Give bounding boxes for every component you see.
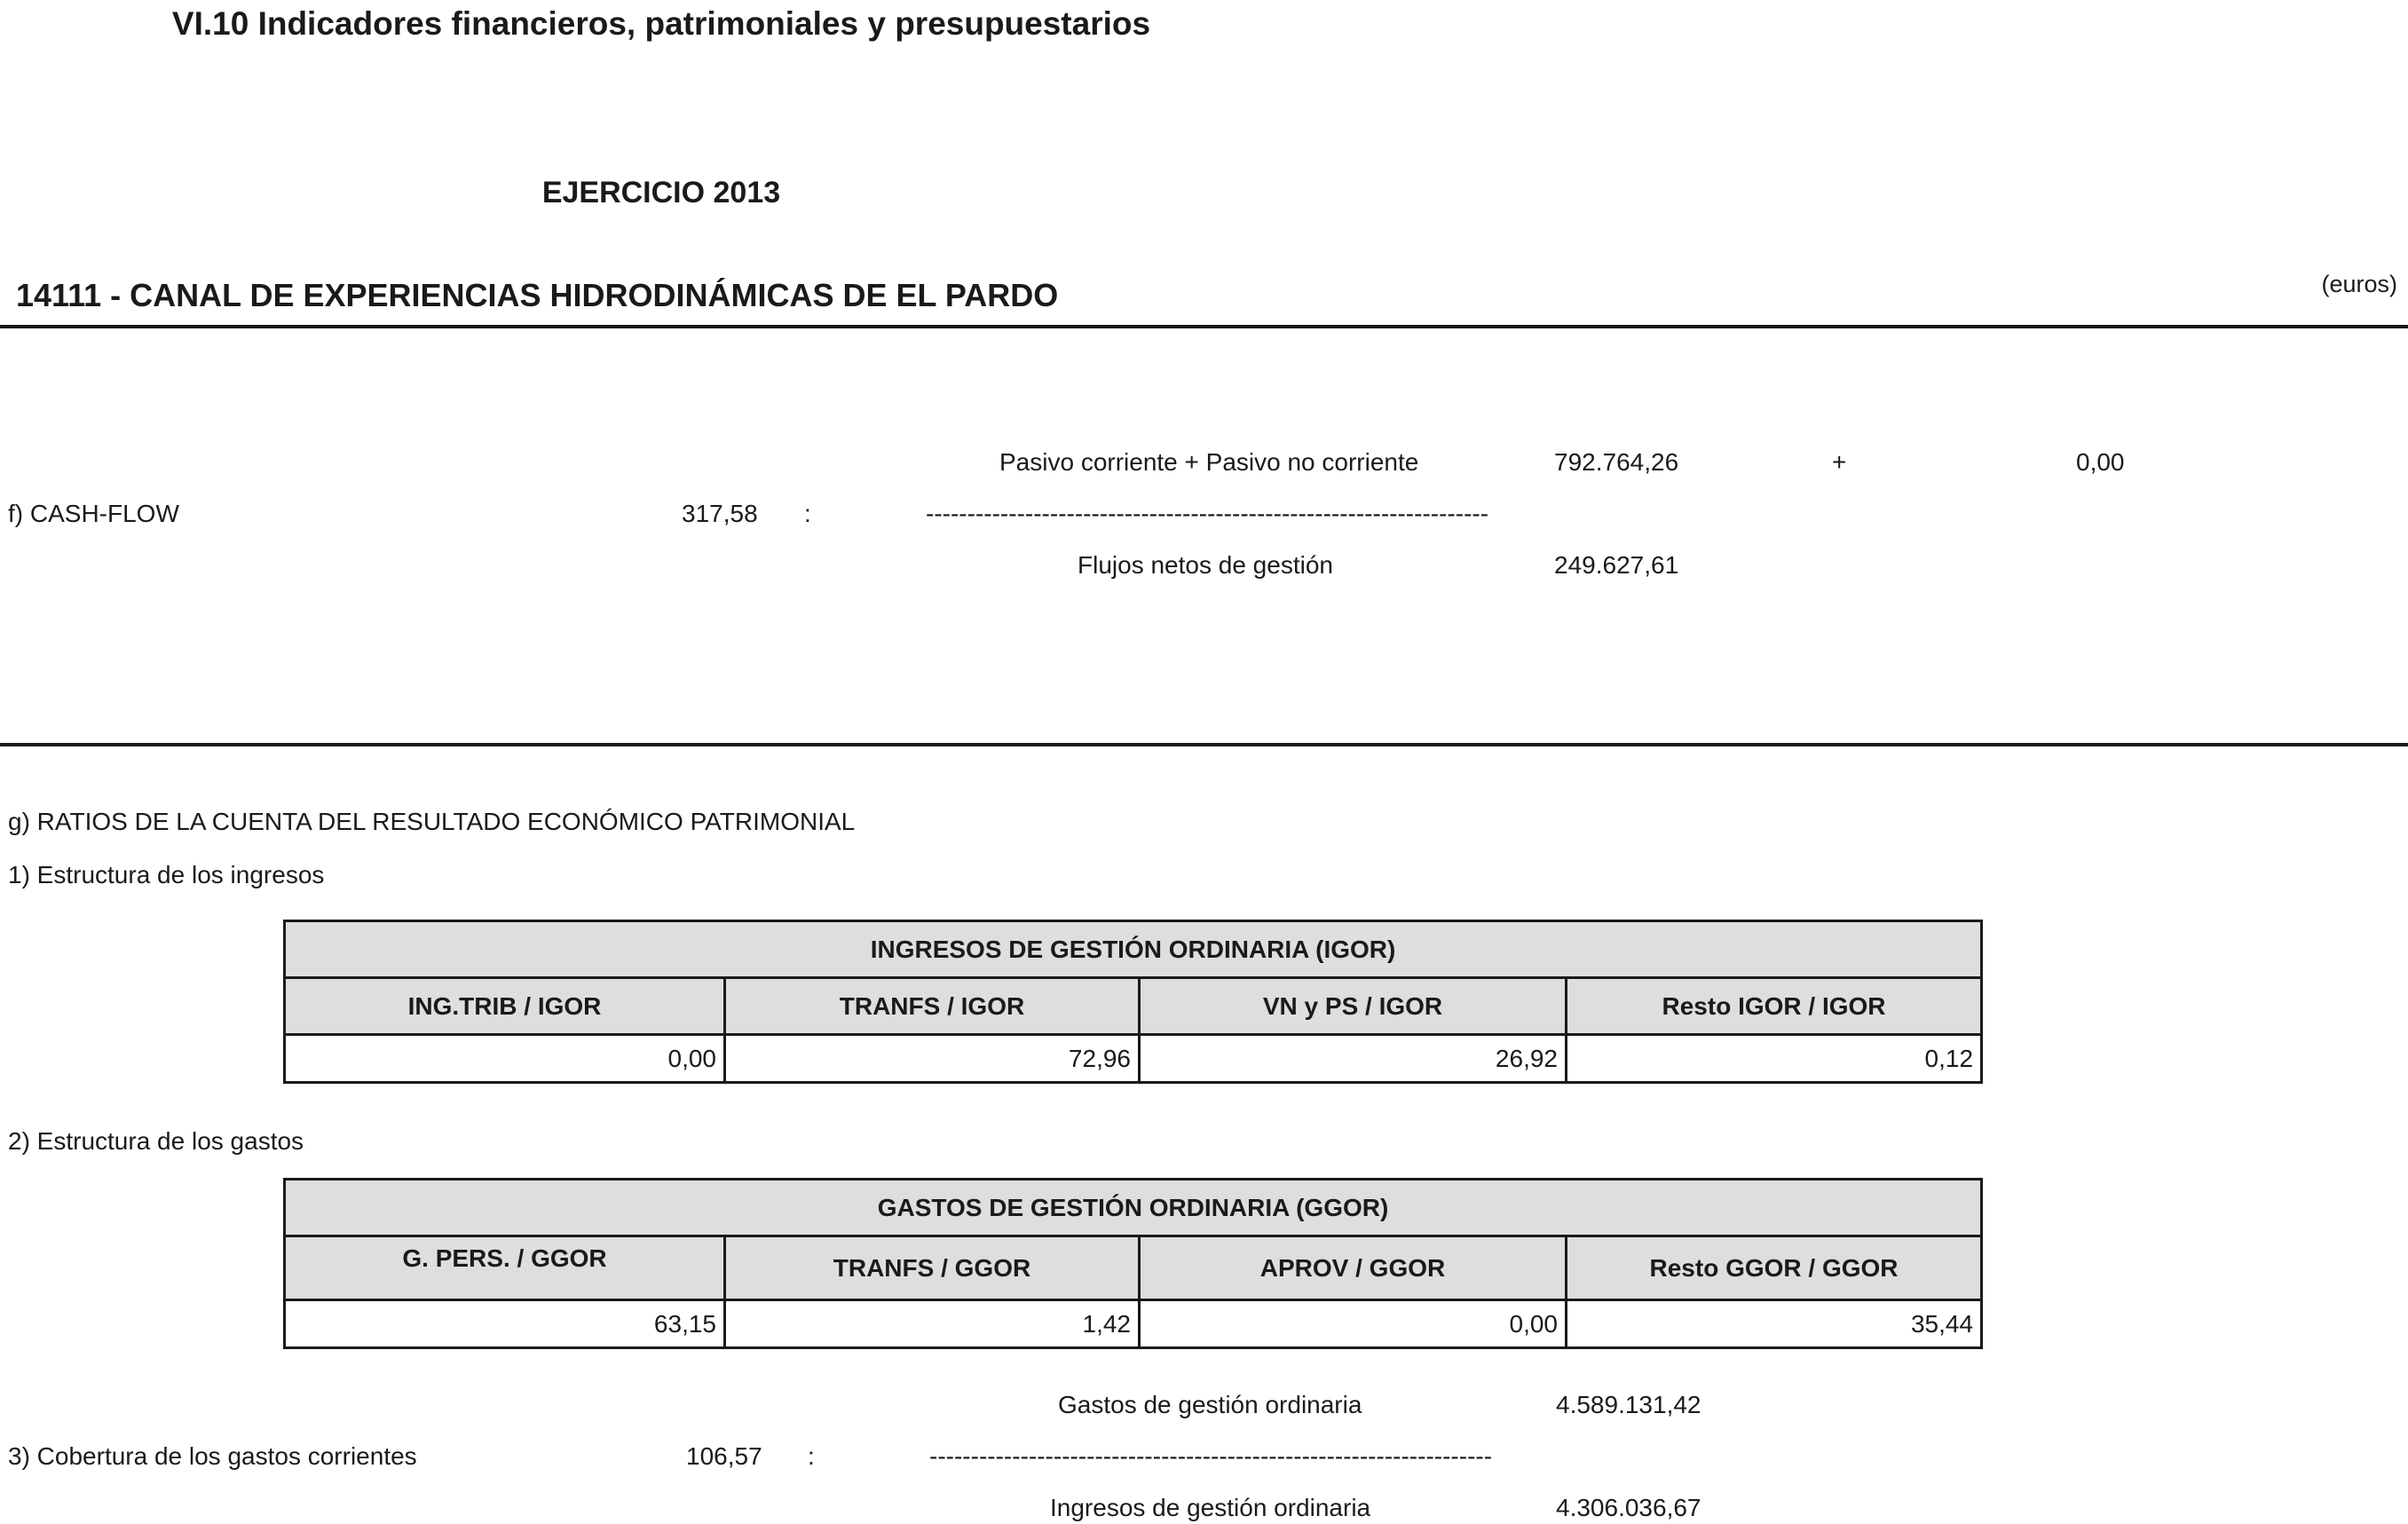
column-header: VN y PS / IGOR: [1140, 978, 1567, 1035]
cobertura-operator: :: [808, 1442, 815, 1470]
cobertura-label: 3) Cobertura de los gastos corrientes: [8, 1442, 417, 1470]
cobertura-denominator-label: Ingresos de gestión ordinaria: [1050, 1494, 1371, 1521]
cash-flow-label: f) CASH-FLOW: [8, 500, 179, 527]
cash-flow-denominator-value: 249.627,61: [1554, 551, 1679, 579]
table-cell: 0,00: [1140, 1300, 1567, 1348]
gastos-table-title: GASTOS DE GESTIÓN ORDINARIA (GGOR): [285, 1180, 1982, 1236]
column-header: G. PERS. / GGOR: [285, 1236, 725, 1300]
table-cell: 72,96: [725, 1035, 1140, 1083]
section-divider: [0, 743, 2408, 746]
cash-flow-fraction-line: --------------------------------------------------------------------: [926, 500, 1489, 527]
page-title: VI.10 Indicadores financieros, patrimoniales y presupuestarios: [171, 5, 1151, 42]
column-header: TRANFS / GGOR: [725, 1236, 1140, 1300]
column-header: ING.TRIB / IGOR: [285, 978, 725, 1035]
header-divider: [0, 325, 2408, 328]
ratios-section-title: g) RATIOS DE LA CUENTA DEL RESULTADO ECONÓMICO PATRIMONIAL: [8, 808, 856, 835]
table-cell: 0,12: [1567, 1035, 1982, 1083]
cash-flow-numerator-value: 792.764,26: [1554, 448, 1679, 476]
table-cell: 63,15: [285, 1300, 725, 1348]
table-cell: 26,92: [1140, 1035, 1567, 1083]
cobertura-value: 106,57: [686, 1442, 762, 1470]
gastos-structure-label: 2) Estructura de los gastos: [8, 1127, 304, 1155]
table-cell: 1,42: [725, 1300, 1140, 1348]
table-cell: 0,00: [285, 1035, 725, 1083]
ingresos-table-title: INGRESOS DE GESTIÓN ORDINARIA (IGOR): [285, 921, 1982, 978]
cash-flow-numerator-value-2: 0,00: [2076, 448, 2125, 476]
cash-flow-denominator-label: Flujos netos de gestión: [1078, 551, 1333, 579]
cobertura-fraction-line: --------------------------------------------------------------------: [929, 1442, 1493, 1470]
table-cell: 35,44: [1567, 1300, 1982, 1348]
column-header: TRANFS / IGOR: [725, 978, 1140, 1035]
gastos-ratio-table: [283, 1178, 1983, 1349]
fiscal-year-heading: EJERCICIO 2013: [541, 176, 781, 209]
column-header: Resto IGOR / IGOR: [1567, 978, 1982, 1035]
cobertura-denominator-value: 4.306.036,67: [1556, 1494, 1701, 1521]
ingresos-structure-label: 1) Estructura de los ingresos: [8, 861, 325, 888]
column-header: APROV / GGOR: [1140, 1236, 1567, 1300]
cash-flow-plus-sign: +: [1832, 448, 1847, 476]
cash-flow-value: 317,58: [682, 500, 758, 527]
ingresos-ratio-table: [283, 920, 1983, 1084]
column-header: Resto GGOR / GGOR: [1567, 1236, 1982, 1300]
entity-heading: 14111 - CANAL DE EXPERIENCIAS HIDRODINÁMICAS DE EL PARDO: [16, 277, 1059, 313]
cobertura-numerator-label: Gastos de gestión ordinaria: [1058, 1391, 1362, 1418]
cash-flow-operator: :: [804, 500, 811, 527]
cash-flow-numerator-label: Pasivo corriente + Pasivo no corriente: [999, 448, 1419, 476]
cobertura-numerator-value: 4.589.131,42: [1556, 1391, 1701, 1418]
units-label: (euros): [2321, 271, 2397, 297]
